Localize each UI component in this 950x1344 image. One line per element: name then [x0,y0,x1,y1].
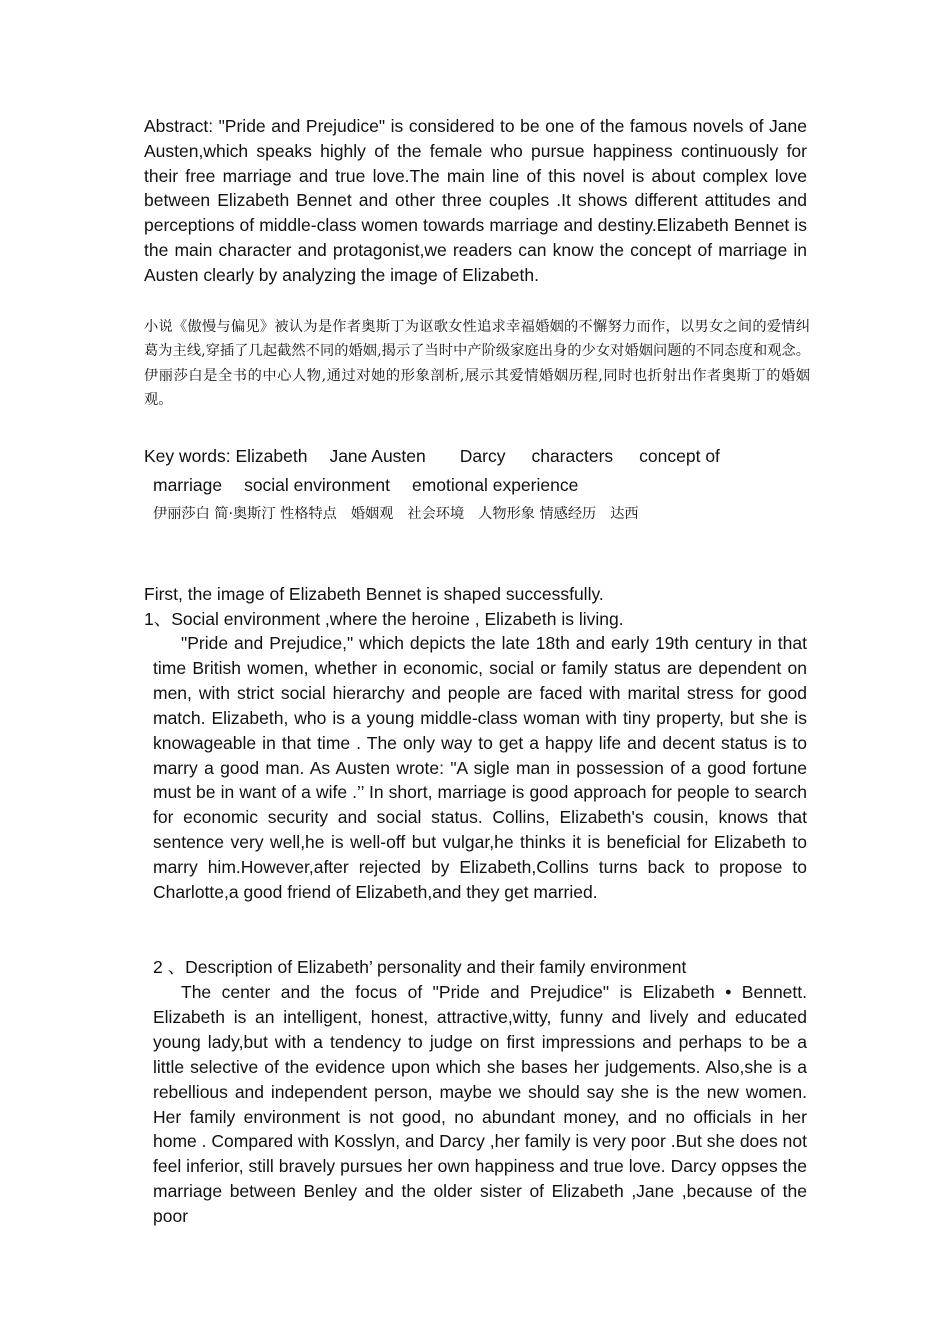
keyword-en: marriage [153,475,223,495]
subsection-1-paragraph [153,631,807,905]
keywords-label: Key words: [144,446,231,466]
keyword-cn: 伊丽莎白 [153,506,210,522]
subsection-1-heading: 1、Social environment ,where the heroine , Elizabeth is living. [144,609,624,629]
keyword-en: Darcy [459,446,506,466]
keyword-cn: 婚姻观 [350,506,394,522]
section-title: First, the image of Elizabeth Bennet is shaped successfully. [144,584,604,604]
keyword-cn: 性格特点 [280,506,337,522]
subsection-1-text: "Pride and Prejudice," which depicts the late 18th and early 19th century in that time British women, whether in economic, social or family status are dependent on men, with strict social hierarchy and people are faced with marital stress for good match. Elizabeth, who is a young middle-class woman with tiny property, but she is knowageable in that time . The only way to get a happy life and decent status is to marry a good man. As Austen wrote: "A sigle man in possession of a good fortune must be in want of a wife .’’ In short, marriage is good approach for people to search for economic security and social status. Collins, Elizabeth's cousin, knows that sentence very well,he is well-off but vulgar,he thinks it is beneficial for Elizabeth to marry him.However,after rejected by Elizabeth,Collins turns back to propose to Charlotte,a good friend of Elizabeth,and they get married. [153,633,807,903]
subsection-2-heading: 2 、Description of Elizabeth’ personality and their family environment [153,957,687,977]
keyword-cn: 情感经历 [539,506,597,522]
keyword-en: concept of [639,446,720,466]
keywords-chinese [153,502,813,526]
keyword-en: Jane Austen [329,446,426,466]
subsection-2-text: The center and the focus of "Pride and Prejudice" is Elizabeth • Bennett. Elizabeth is an intelligent, honest, attractive,witty, funny and lively and educated young lady,but with a tendency to judge on first impressions and perhaps to be a little selective of the evidence upon which she bases her judgements. Also,she is a rebellious and independent person, maybe we should say she is the new women. Her family environment is not good, no abundant money, and no officials in her home . Compared with Kosslyn, and Darcy ,her family is very poor .But she does not feel inferior, still bravely pursues her own happiness and true love. Darcy oppses the marriage between Benley and the older sister of Elizabeth ,Jane ,because of the poor [153,982,807,1227]
keyword-en: characters [531,446,614,466]
abstract-chinese: 小说《傲慢与偏见》被认为是作者奥斯丁为讴歌女性追求幸福婚姻的不懈努力而作，以男女之间的爱情纠葛为主线,穿插了几起截然不同的婚姻,揭示了当时中产阶级家庭出身的少女对婚姻问题的不同态度和观念。伊丽莎白是全书的中心人物,通过对她的形象剖析,展示其爱情婚姻历程,同时也折射出作者奥斯丁的婚姻观。 [144,319,810,408]
keyword-cn: 社会环境 [407,506,465,522]
keyword-en: emotional experience [411,475,579,495]
subsection-2-paragraph [153,980,807,1229]
keyword-cn: 简·奥斯汀 [214,506,276,522]
abstract-english: Abstract: "Pride and Prejudice" is considered to be one of the famous novels of Jane Austen,which speaks highly of the female who pursue happiness continuously for their free marriage and true love.The main line of this novel is about complex love between Elizabeth Bennet and other three couples .It shows different attitudes and perceptions of middle-class women towards marriage and destiny.Elizabeth Bennet is the main character and protagonist,we readers can know the concept of marriage in Austen clearly by analyzing the image of Elizabeth. [144,116,807,285]
keywords-line-1 [144,442,810,470]
keyword-en: Elizabeth [235,446,308,466]
keyword-cn: 达西 [610,506,639,522]
keyword-en: social environment [244,475,390,495]
keywords-line-2 [153,471,813,499]
keyword-cn: 人物形象 [478,506,535,522]
